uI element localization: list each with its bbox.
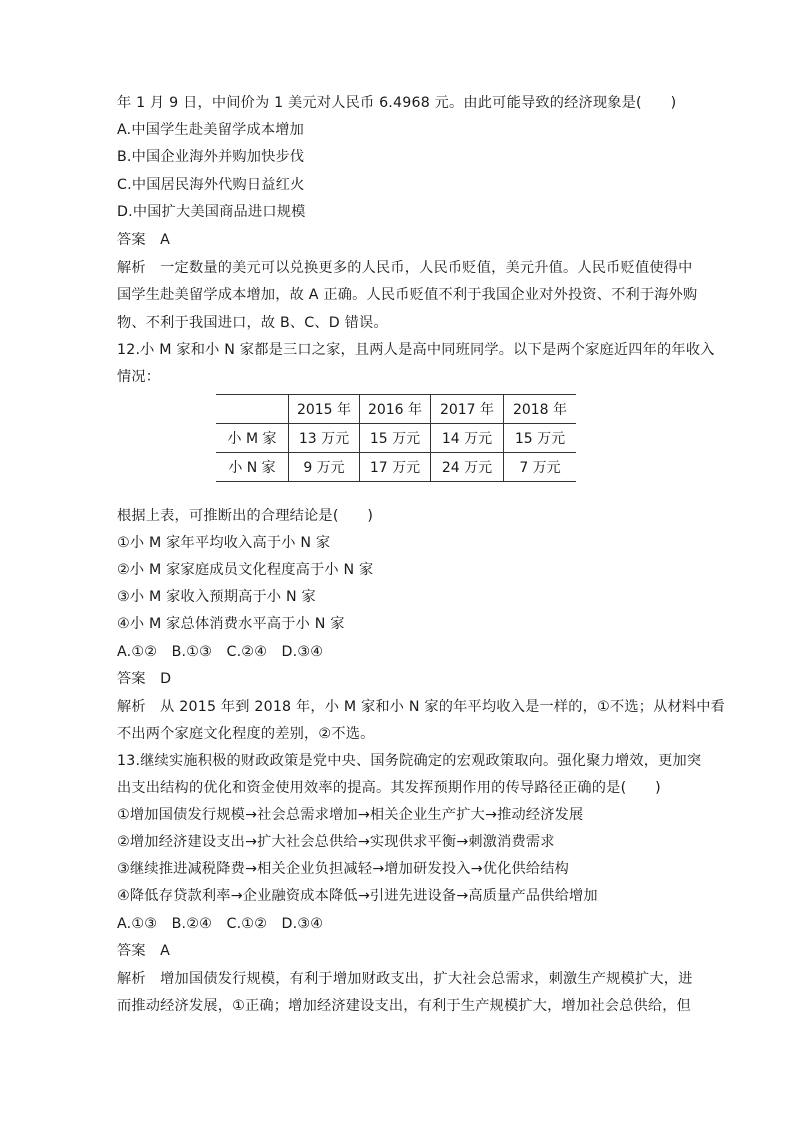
table-cell: 小 N 家	[216, 453, 289, 482]
table-row	[216, 424, 576, 453]
table-header-row	[216, 395, 576, 424]
answer-label: 答案 A	[117, 943, 171, 959]
analysis-line: 物、不利于我国进口，故 B、C、D 错误。	[117, 315, 388, 331]
table-cell: 17 万元	[360, 453, 431, 482]
statement-4: ④小 M 家总体消费水平高于小 N 家	[117, 616, 345, 632]
table-cell: 2015 年	[289, 395, 360, 424]
table-cell: 2016 年	[360, 395, 431, 424]
question-13-stem: 出支出结构的优化和资金使用效率的提高。其发挥预期作用的传导路径正确的是( )	[117, 780, 661, 796]
question-12-stem: 12.小 M 家和小 N 家都是三口之家，且两人是高中同班同学。以下是两个家庭近四年的年收入	[117, 342, 715, 358]
table-cell: 15 万元	[504, 424, 577, 453]
answer-label: 答案 A	[117, 232, 171, 248]
table-cell: 13 万元	[289, 424, 360, 453]
table-cell: 小 M 家	[216, 424, 289, 453]
option-d: D.中国扩大美国商品进口规模	[117, 204, 306, 220]
table-cell	[216, 395, 289, 424]
table-cell: 24 万元	[431, 453, 504, 482]
income-table	[216, 394, 576, 482]
analysis-line: 解析 一定数量的美元可以兑换更多的人民币，人民币贬值，美元升值。人民币贬值使得中	[117, 260, 693, 276]
statement-2: ②小 M 家家庭成员文化程度高于小 N 家	[117, 562, 374, 578]
option-b: B.中国企业海外并购加快步伐	[117, 149, 305, 165]
question-11-stem-end: 年 1 月 9 日，中间价为 1 美元对人民币 6.4968 元。由此可能导致的经济现象是( )	[117, 95, 677, 111]
analysis-line: 不出两个家庭文化程度的差别，②不选。	[117, 726, 375, 742]
question-13-stem: 13.继续实施积极的财政政策是党中央、国务院确定的宏观政策取向。强化聚力增效，更加突	[117, 753, 702, 769]
option-a: A.中国学生赴美留学成本增加	[117, 122, 305, 138]
question-12-prompt: 根据上表，可推断出的合理结论是( )	[117, 508, 374, 524]
table-cell: 15 万元	[360, 424, 431, 453]
analysis-line: 而推动经济发展，①正确；增加经济建设支出，有利于生产规模扩大，增加社会总供给，但	[117, 998, 692, 1014]
option-c: C.中国居民海外代购日益红火	[117, 177, 305, 193]
table-cell: 7 万元	[504, 453, 577, 482]
statement-1: ①小 M 家年平均收入高于小 N 家	[117, 535, 331, 551]
analysis-line: 解析 从 2015 年到 2018 年，小 M 家和小 N 家的年平均收入是一样的，①不选；从材料中看	[117, 699, 726, 715]
choices: A.①③ B.②④ C.①② D.③④	[117, 916, 324, 932]
answer-label: 答案 D	[117, 671, 172, 687]
path-3: ③继续推进减税降费→相关企业负担减轻→增加研发投入→优化供给结构	[117, 861, 570, 877]
path-2: ②增加经济建设支出→扩大社会总供给→实现供求平衡→刺激消费需求	[117, 834, 555, 850]
table-row	[216, 453, 576, 482]
path-4: ④降低存贷款利率→企业融资成本降低→引进先进设备→高质量产品供给增加	[117, 888, 598, 904]
table-cell: 9 万元	[289, 453, 360, 482]
analysis-line: 解析 增加国债发行规模，有利于增加财政支出，扩大社会总需求，刺激生产规模扩大，进	[117, 971, 693, 987]
table-cell: 2018 年	[504, 395, 577, 424]
table-cell: 14 万元	[431, 424, 504, 453]
analysis-line: 国学生赴美留学成本增加，故 A 正确。人民币贬值不利于我国企业对外投资、不利于海外购	[117, 287, 698, 303]
table-cell: 2017 年	[431, 395, 504, 424]
statement-3: ③小 M 家收入预期高于小 N 家	[117, 589, 316, 605]
question-12-stem: 情况：	[117, 369, 161, 385]
choices: A.①② B.①③ C.②④ D.③④	[117, 644, 324, 660]
path-1: ①增加国债发行规模→社会总需求增加→相关企业生产扩大→推动经济发展	[117, 807, 584, 823]
